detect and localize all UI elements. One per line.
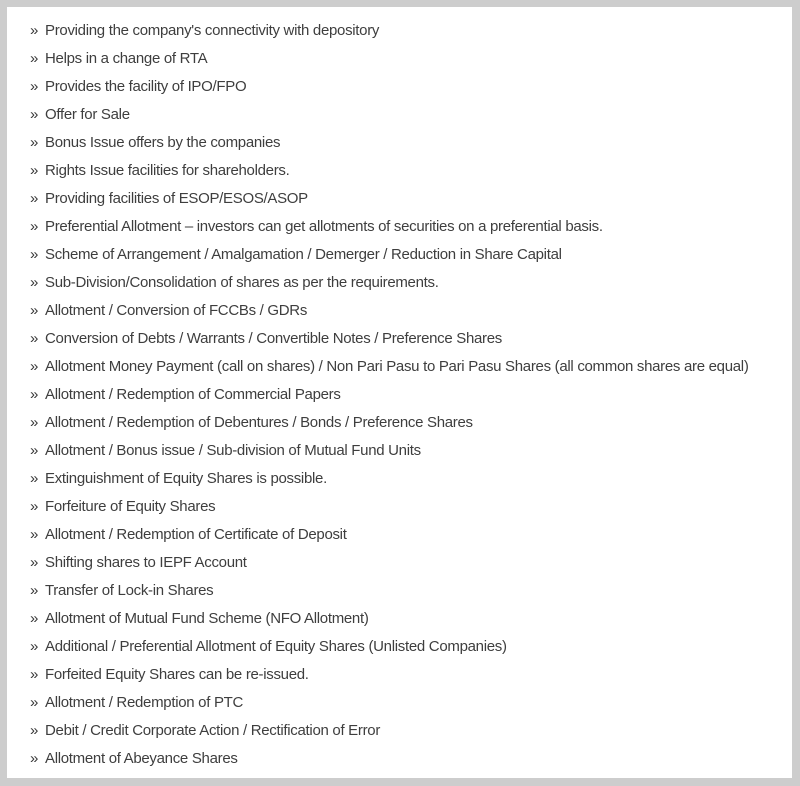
list-item (30, 633, 774, 661)
double-chevron-bullet-icon: » (30, 78, 39, 95)
double-chevron-bullet-icon: » (30, 330, 39, 347)
content-card (7, 7, 792, 778)
service-list (30, 17, 774, 773)
list-item (30, 73, 774, 101)
double-chevron-bullet-icon: » (30, 22, 39, 39)
double-chevron-bullet-icon: » (30, 246, 39, 263)
list-item (30, 353, 774, 381)
list-item (30, 45, 774, 73)
list-item-text: Allotment Money Payment (call on shares) / Non Pari Pasu to Pari Pasu Shares (all common shares are equal) (45, 358, 749, 375)
list-item-text: Scheme of Arrangement / Amalgamation / Demerger / Reduction in Share Capital (45, 246, 562, 263)
list-item-text: Offer for Sale (45, 106, 130, 123)
double-chevron-bullet-icon: » (30, 582, 39, 599)
list-item-text: Allotment of Mutual Fund Scheme (NFO Allotment) (45, 610, 369, 627)
list-item-text: Sub-Division/Consolidation of shares as per the requirements. (45, 274, 439, 291)
double-chevron-bullet-icon: » (30, 442, 39, 459)
list-item-text: Debit / Credit Corporate Action / Rectification of Error (45, 722, 381, 739)
double-chevron-bullet-icon: » (30, 386, 39, 403)
list-item-text: Providing facilities of ESOP/ESOS/ASOP (45, 190, 308, 207)
list-item (30, 17, 774, 45)
list-item-text: Allotment of Abeyance Shares (45, 750, 238, 767)
double-chevron-bullet-icon: » (30, 218, 39, 235)
double-chevron-bullet-icon: » (30, 302, 39, 319)
list-item (30, 129, 774, 157)
list-item-text: Preferential Allotment – investors can get allotments of securities on a preferential basis. (45, 218, 603, 235)
list-item (30, 437, 774, 465)
list-item-text: Conversion of Debts / Warrants / Convertible Notes / Preference Shares (45, 330, 502, 347)
list-item (30, 549, 774, 577)
list-item-text: Allotment / Redemption of Commercial Papers (45, 386, 341, 403)
list-item (30, 297, 774, 325)
list-item (30, 325, 774, 353)
list-item (30, 213, 774, 241)
double-chevron-bullet-icon: » (30, 722, 39, 739)
list-item (30, 717, 774, 745)
list-item (30, 577, 774, 605)
list-item (30, 745, 774, 773)
double-chevron-bullet-icon: » (30, 694, 39, 711)
list-item (30, 465, 774, 493)
list-item (30, 241, 774, 269)
list-item (30, 493, 774, 521)
double-chevron-bullet-icon: » (30, 190, 39, 207)
double-chevron-bullet-icon: » (30, 750, 39, 767)
list-item-text: Forfeiture of Equity Shares (45, 498, 216, 515)
list-item (30, 689, 774, 717)
list-item-text: Allotment / Redemption of Debentures / Bonds / Preference Shares (45, 414, 473, 431)
double-chevron-bullet-icon: » (30, 106, 39, 123)
double-chevron-bullet-icon: » (30, 554, 39, 571)
list-item (30, 101, 774, 129)
list-item (30, 521, 774, 549)
list-item (30, 185, 774, 213)
list-item (30, 381, 774, 409)
list-item (30, 269, 774, 297)
double-chevron-bullet-icon: » (30, 134, 39, 151)
list-item-text: Bonus Issue offers by the companies (45, 134, 281, 151)
list-item-text: Forfeited Equity Shares can be re-issued. (45, 666, 309, 683)
list-item (30, 661, 774, 689)
double-chevron-bullet-icon: » (30, 414, 39, 431)
double-chevron-bullet-icon: » (30, 162, 39, 179)
double-chevron-bullet-icon: » (30, 50, 39, 67)
list-item (30, 157, 774, 185)
list-item-text: Allotment / Conversion of FCCBs / GDRs (45, 302, 308, 319)
list-item-text: Rights Issue facilities for shareholders. (45, 162, 290, 179)
list-item-text: Additional / Preferential Allotment of Equity Shares (Unlisted Companies) (45, 638, 507, 655)
list-item-text: Shifting shares to IEPF Account (45, 554, 247, 571)
double-chevron-bullet-icon: » (30, 638, 39, 655)
list-item-text: Providing the company's connectivity with depository (45, 22, 380, 39)
list-item-text: Transfer of Lock-in Shares (45, 582, 214, 599)
list-item-text: Allotment / Redemption of Certificate of Deposit (45, 526, 347, 543)
double-chevron-bullet-icon: » (30, 526, 39, 543)
double-chevron-bullet-icon: » (30, 610, 39, 627)
double-chevron-bullet-icon: » (30, 274, 39, 291)
double-chevron-bullet-icon: » (30, 470, 39, 487)
double-chevron-bullet-icon: » (30, 358, 39, 375)
double-chevron-bullet-icon: » (30, 498, 39, 515)
list-item-text: Helps in a change of RTA (45, 50, 208, 67)
list-item-text: Provides the facility of IPO/FPO (45, 78, 247, 95)
double-chevron-bullet-icon: » (30, 666, 39, 683)
list-item-text: Allotment / Redemption of PTC (45, 694, 244, 711)
list-item-text: Allotment / Bonus issue / Sub-division of Mutual Fund Units (45, 442, 421, 459)
list-item (30, 605, 774, 633)
list-item (30, 409, 774, 437)
list-item-text: Extinguishment of Equity Shares is possible. (45, 470, 327, 487)
